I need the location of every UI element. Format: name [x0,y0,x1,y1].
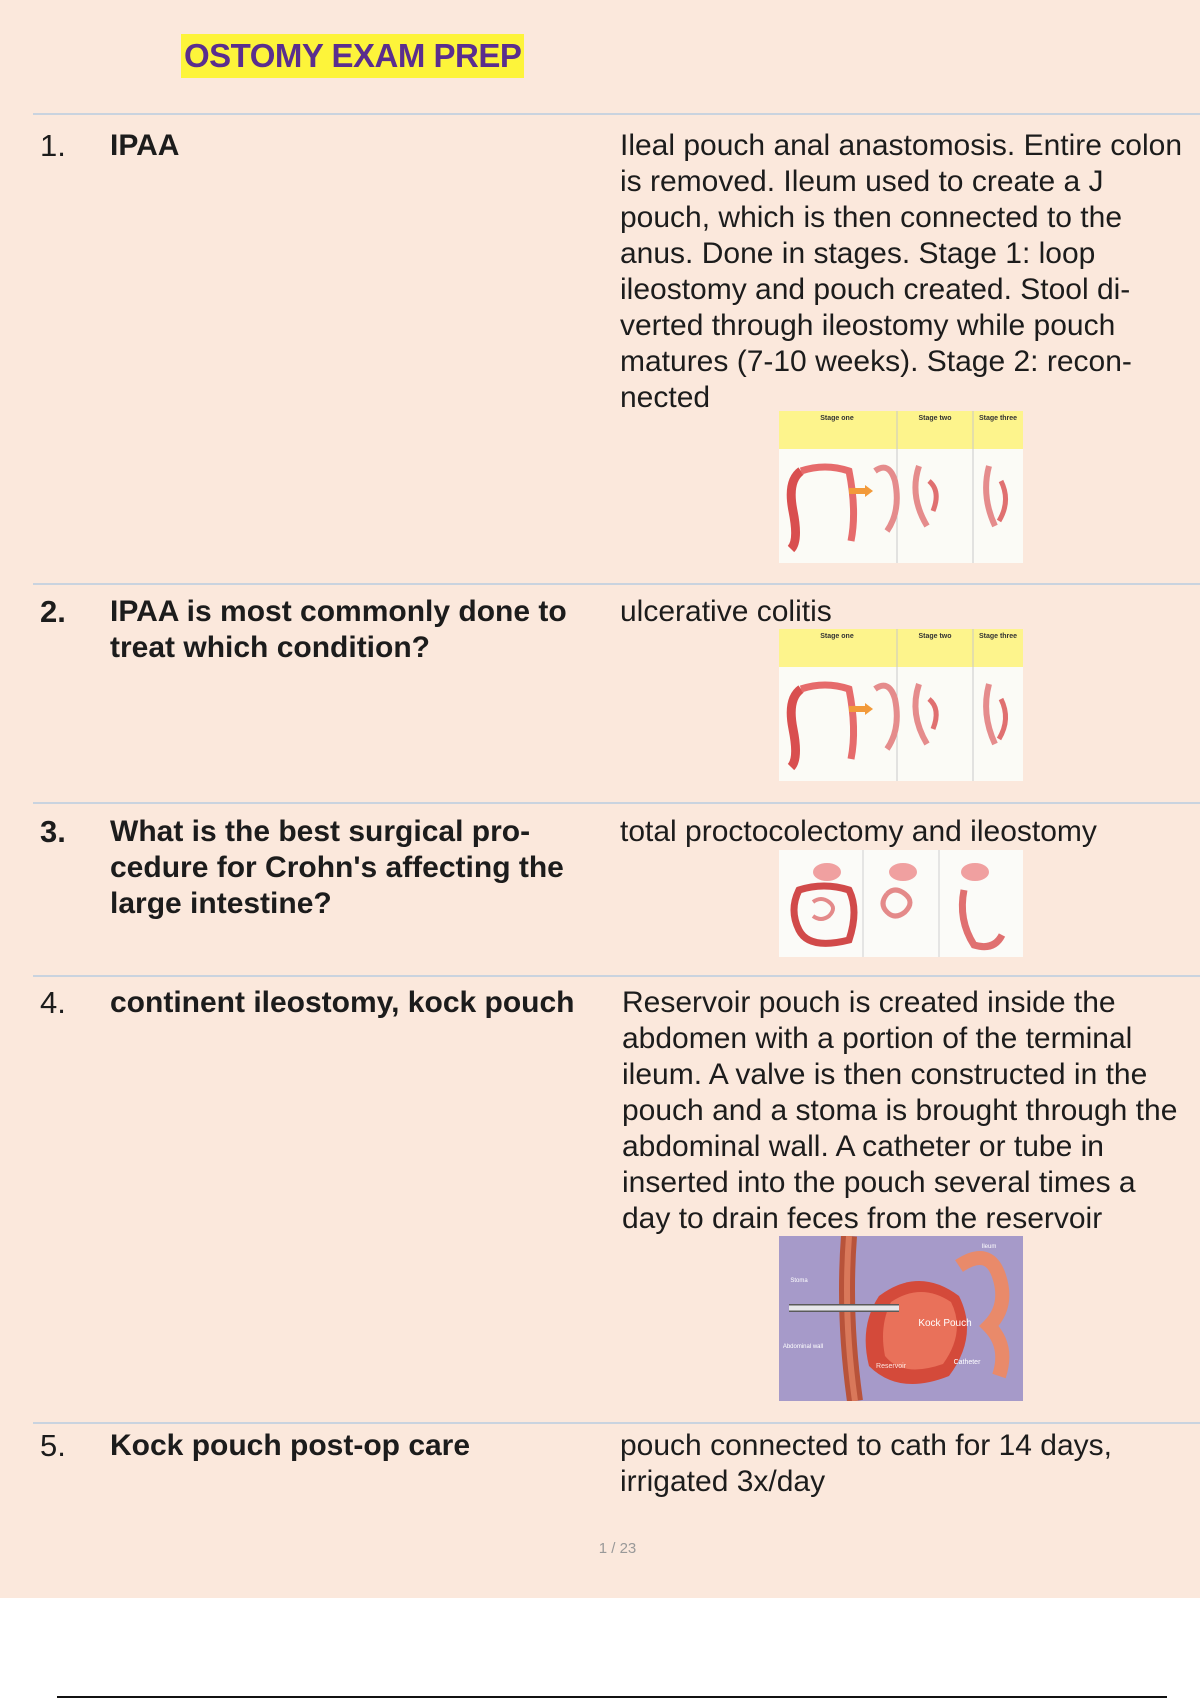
stoma-label: Stoma [790,1278,808,1284]
footer-rule [57,1696,1167,1698]
page-indicator: 1 / 23 [598,1540,637,1557]
page-title: OSTOMY EXAM PREP [181,34,524,78]
card-answer: total proctocolectomy and ileostomy [620,815,1097,848]
card-answer: Reservoir pouch is created inside the abdomen with a portion of the terminal ileum. A valve is then constructed in the pouch and a stoma is brought through the abdominal wall. A catheter or tube in inserted into the pouch several times a day to drain feces from the reservoir [622,986,1178,1235]
card-answer: ulcerative colitis [620,595,832,628]
kock-pouch-label: Kock Pouch [918,1318,972,1329]
card-question: IPAA is most commonly done to treat which condition? [110,595,567,664]
card-number: 5. [40,1428,66,1463]
stage-label: Stage one [820,633,854,640]
card-number: 4. [40,985,66,1020]
card-answer: Ileal pouch anal anastomosis. Entire colon is removed. Ileum used to create a J pouch, which is then connected to the anus. Done in stages. Stage 1: loop ileostomy and pouch created. Stool di-verted through ileostomy while pouch matures (7-10 weeks). Stage 2: recon-nected [620,129,1183,414]
stage-label: Stage two [918,415,952,422]
card-answer: pouch connected to cath for 14 days, irrigated 3x/day [620,1429,1112,1498]
ipaa-stages-illustration [779,411,1023,563]
row-divider [33,975,1200,977]
proctocolectomy-diagram [779,850,1023,957]
ipaa-stages-diagram [779,411,1023,563]
abdominal-wall-label: Abdominal wall [782,1344,824,1350]
row-divider [33,583,1200,585]
card-number: 3. [40,814,66,849]
stage-label: Stage three [978,633,1018,640]
proctocolectomy-illustration [779,850,1023,957]
row-divider [33,802,1200,804]
stage-label: Stage three [978,415,1018,422]
stage-label: Stage one [820,415,854,422]
kock-pouch-diagram [779,1236,1023,1401]
card-number: 2. [40,594,66,629]
card-number: 1. [40,128,66,163]
ipaa-stages-diagram [779,629,1023,781]
card-question: IPAA [110,129,180,162]
card-question: Kock pouch post-op care [110,1429,471,1462]
card-question: What is the best surgical pro-cedure for Crohn's affecting the large intestine? [110,815,564,920]
ipaa-stages-illustration [779,629,1023,781]
ileum-label: Ileum [981,1244,997,1250]
card-question: continent ileostomy, kock pouch [110,986,575,1019]
reservoir-label: Reservoir [876,1363,906,1370]
catheter-label: Catheter [953,1359,981,1366]
stage-label: Stage two [918,633,952,640]
row-divider [33,1422,1200,1424]
kock-pouch-illustration [779,1236,1023,1401]
row-divider [33,113,1200,115]
